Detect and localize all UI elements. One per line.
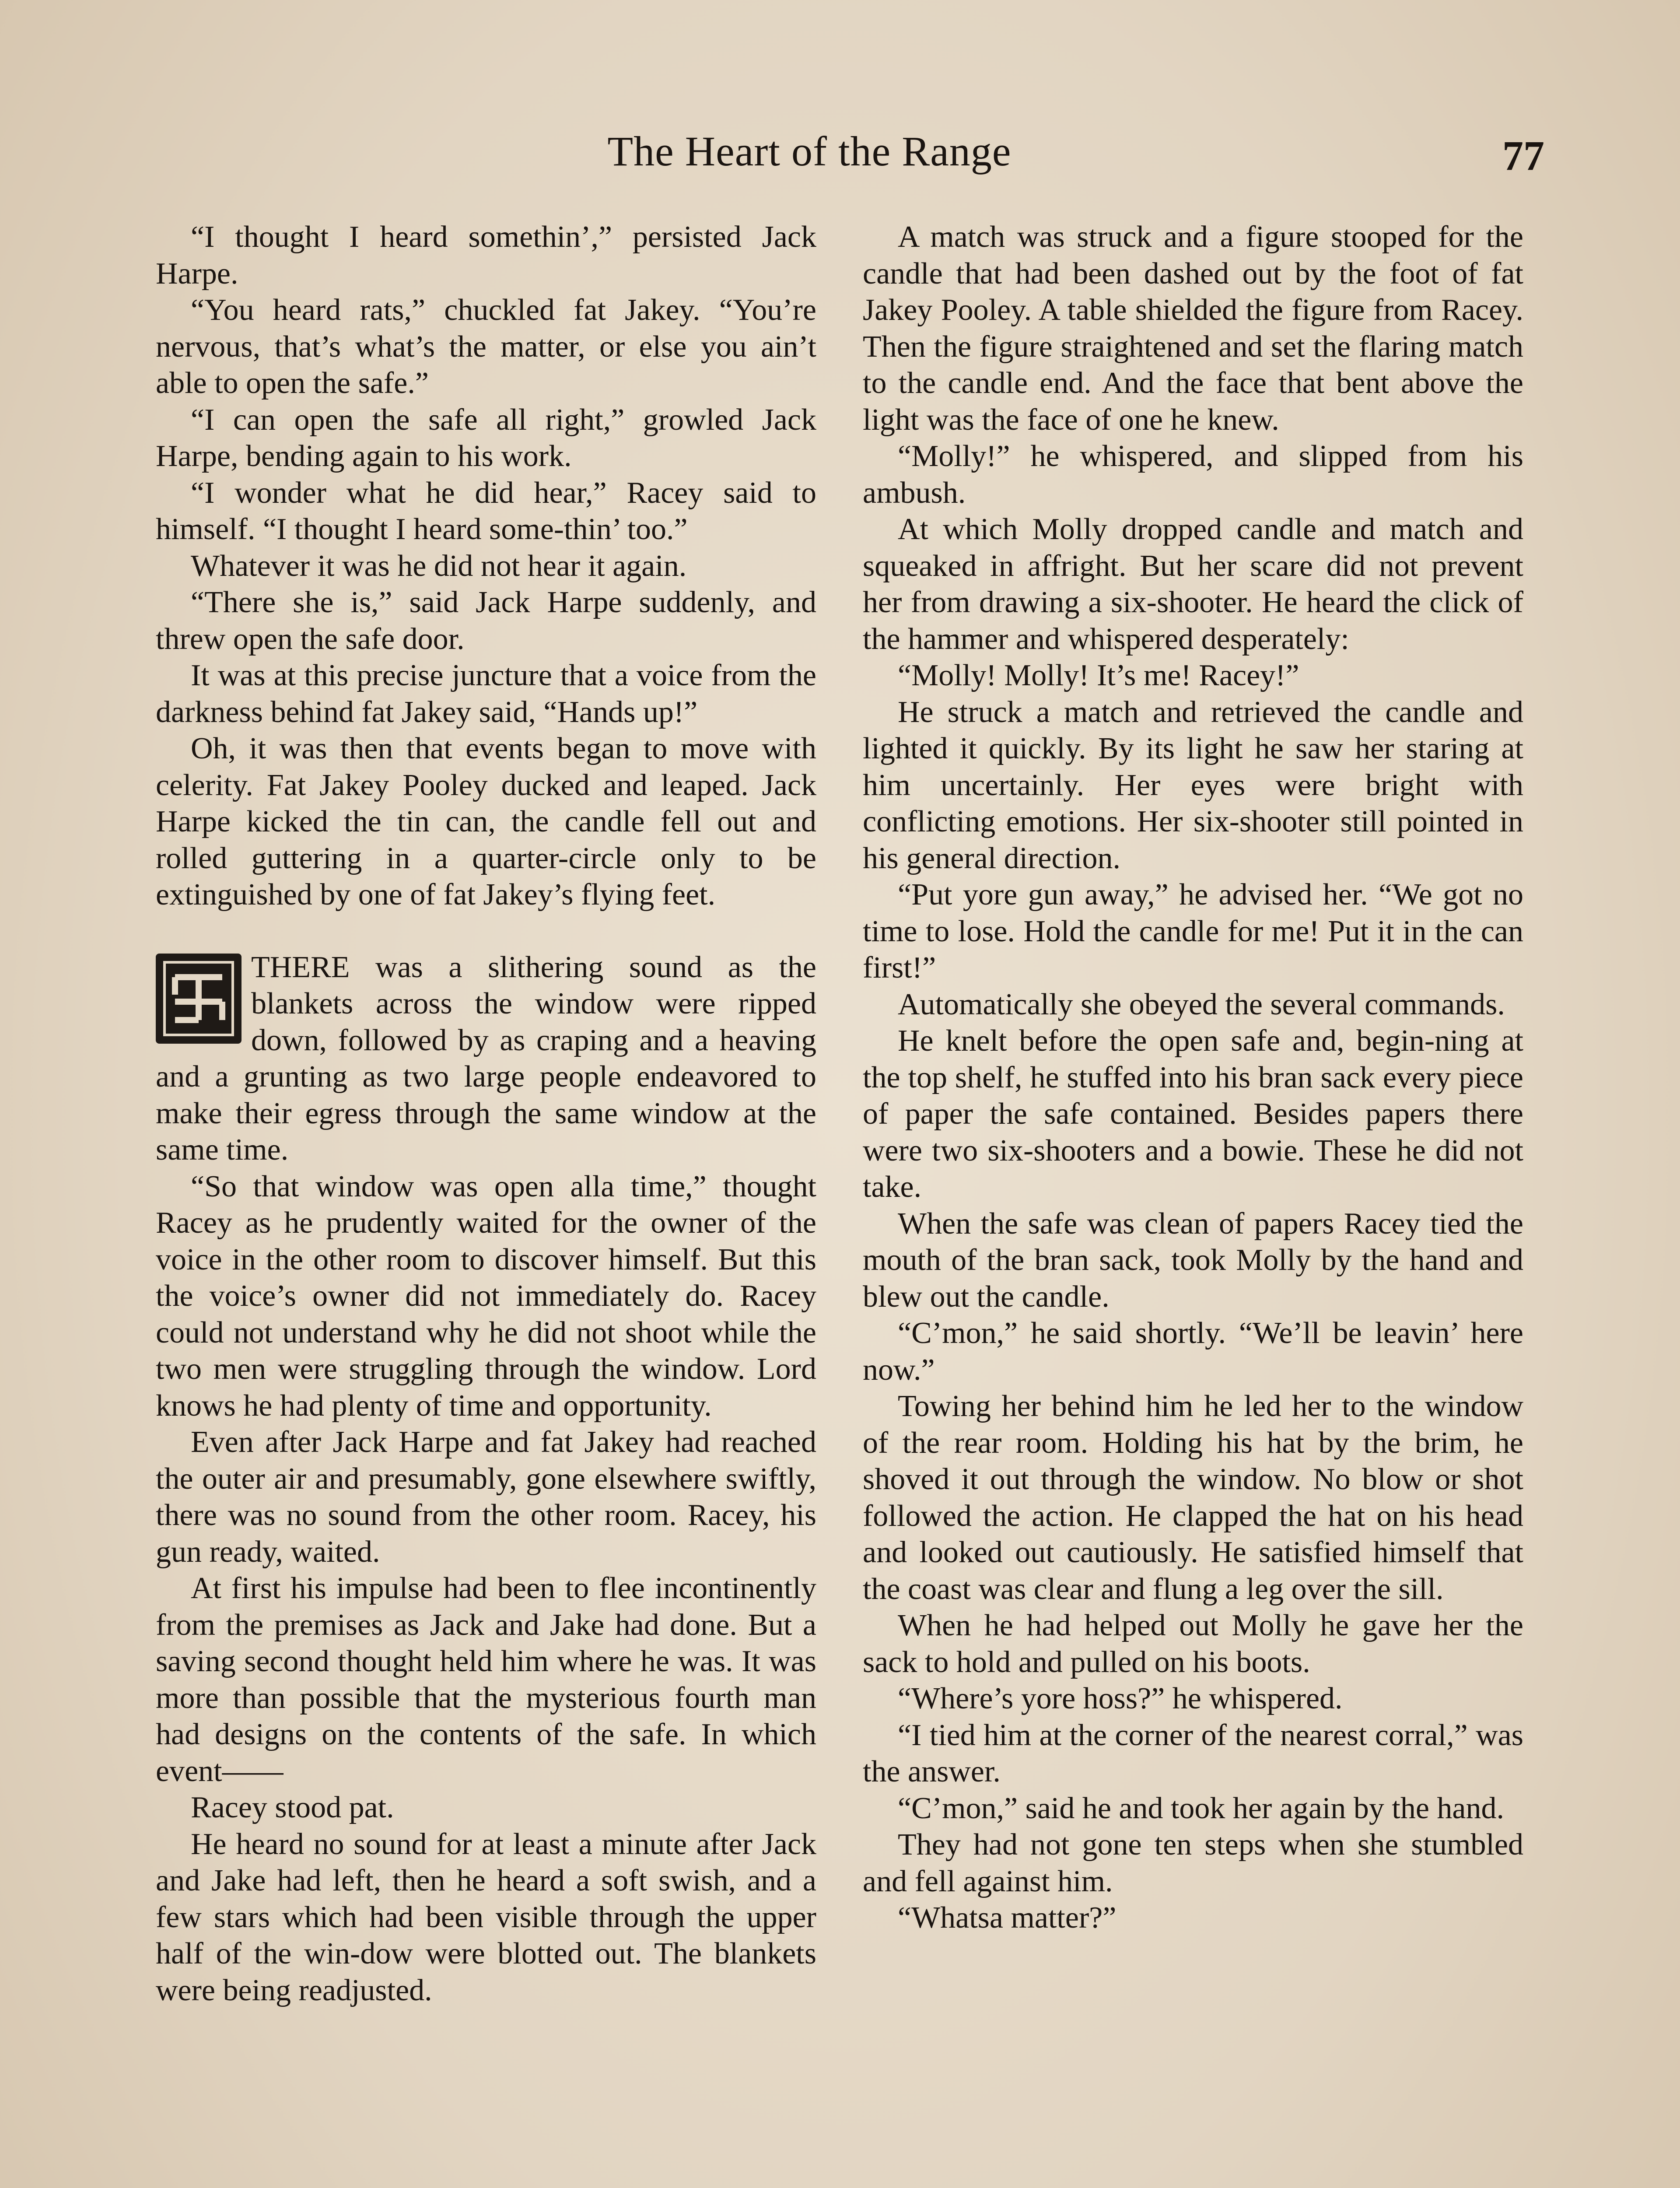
paragraph: “Molly!” he whispered, and slipped from his ambush. [863, 439, 1523, 510]
paragraph: “Put yore gun away,” he advised her. “We got no time to lose. Hold the candle for me! Put it in the can first!” [863, 878, 1523, 985]
paragraph: “You heard rats,” chuckled fat Jakey. “You’re nervous, that’s what’s the matter, or else you ain’t able to open the safe.” [156, 293, 816, 400]
running-head [0, 127, 1680, 184]
paragraph: “C’mon,” said he and took her again by the hand. [898, 1791, 1504, 1825]
paragraph: He knelt before the open safe and, begin-ning at the top shelf, he stuffed into his bran sack every piece of paper the safe contained. Besides papers there were two six-shooters and a bowie. These he did not take. [863, 1024, 1523, 1204]
paragraph: “I wonder what he did hear,” Racey said to himself. “I thought I heard some-thin’ too.” [156, 476, 816, 546]
dropcap-paragraph [156, 949, 816, 1168]
paragraph: Whatever it was he did not hear it again. [191, 549, 687, 583]
running-title: The Heart of the Range [607, 128, 1012, 175]
paragraph: “C’mon,” he said shortly. “We’ll be leavin’ here now.” [863, 1316, 1523, 1387]
section-break [156, 913, 816, 949]
paragraph: Even after Jack Harpe and fat Jakey had reached the outer air and presumably, gone elsewhere swiftly, there was no sound from the other room. Racey, his gun ready, waited. [156, 1425, 816, 1569]
paragraph: “Where’s yore hoss?” he whispered. [898, 1682, 1343, 1715]
paragraph: Oh, it was then that events began to move with celerity. Fat Jakey Pooley ducked and leaped. Jack Harpe kicked the tin can, the candle fell out and rolled guttering in a quarter-circle only to be extinguished by one of fat Jakey’s flying feet. [156, 732, 816, 912]
paragraph: He struck a match and retrieved the candle and lighted it quickly. By its light he saw her staring at him uncertainly. Her eyes were bright with conflicting emotions. Her six-shooter still pointed in his general direction. [863, 695, 1523, 875]
paragraph: When the safe was clean of papers Racey tied the mouth of the bran sack, took Molly by the hand and blew out the candle. [863, 1206, 1523, 1314]
page-number: 77 [1502, 132, 1544, 179]
paragraph: Towing her behind him he led her to the window of the rear room. Holding his hat by the brim, he shoved it out through the window. No blow or shot followed the action. He clapped the hat on his head and looked out cautiously. He satisfied himself that the coast was clear and flung a leg over the sill. [863, 1389, 1523, 1606]
paragraph: Racey stood pat. [191, 1791, 394, 1824]
paragraph: “I tied him at the corner of the nearest corral,” was the answer. [863, 1718, 1523, 1788]
paragraph: They had not gone ten steps when she stumbled and fell against him. [863, 1828, 1523, 1898]
right-column [863, 219, 1523, 1936]
paragraph: He heard no sound for at least a minute after Jack and Jake had left, then he heard a soft swish, and a few stars which had been visible through the upper half of the win-dow were blotted out. The blankets were being readjusted. [156, 1827, 816, 2007]
paragraph: Automatically she obeyed the several commands. [898, 987, 1505, 1021]
paragraph: “Molly! Molly! It’s me! Racey!” [898, 659, 1299, 692]
paragraph: It was at this precise juncture that a voice from the darkness behind fat Jakey said, “Hands up!” [156, 659, 816, 729]
ornamental-dropcap-icon [156, 954, 242, 1044]
paragraph: A match was struck and a figure stooped for the candle that had been dashed out by the foot of fat Jakey Pooley. A table shielded the figure from Racey. Then the figure straightened and set the flaring match to the candle end. And the face that bent above the light was the face of one he knew. [863, 220, 1523, 437]
paragraph: When he had helped out Molly he gave her the sack to hold and pulled on his boots. [863, 1609, 1523, 1679]
paragraph: “Whatsa matter?” [898, 1901, 1116, 1935]
dropcap-paragraph-text: THERE was a slithering sound as the blankets across the window were ripped down, followed by as craping and a heaving and a grunting as two large people endeavored to make their egress through the same window at the same time. [156, 950, 816, 1167]
paragraph: At which Molly dropped candle and match and squeaked in affright. But her scare did not prevent her from drawing a six-shooter. He heard the click of the hammer and whispered desperately: [863, 512, 1523, 656]
paragraph: “I thought I heard somethin’,” persisted Jack Harpe. [156, 220, 816, 291]
paragraph: At first his impulse had been to flee incontinently from the premises as Jack and Jake had done. But a saving second thought held him where he was. It was more than possible that the mysterious fourth man had designs on the contents of the safe. In which event—— [156, 1571, 816, 1788]
paragraph: “So that window was open alla time,” thought Racey as he prudently waited for the owner of the voice in the other room to discover himself. But this the voice’s owner did not immediately do. Racey could not understand why he did not shoot while the two men were struggling through the window. Lord knows he had plenty of time and opportunity. [156, 1169, 816, 1423]
left-column [156, 219, 816, 2009]
paragraph: “There she is,” said Jack Harpe suddenly, and threw open the safe door. [156, 586, 816, 656]
paragraph: “I can open the safe all right,” growled Jack Harpe, bending again to his work. [156, 403, 816, 473]
